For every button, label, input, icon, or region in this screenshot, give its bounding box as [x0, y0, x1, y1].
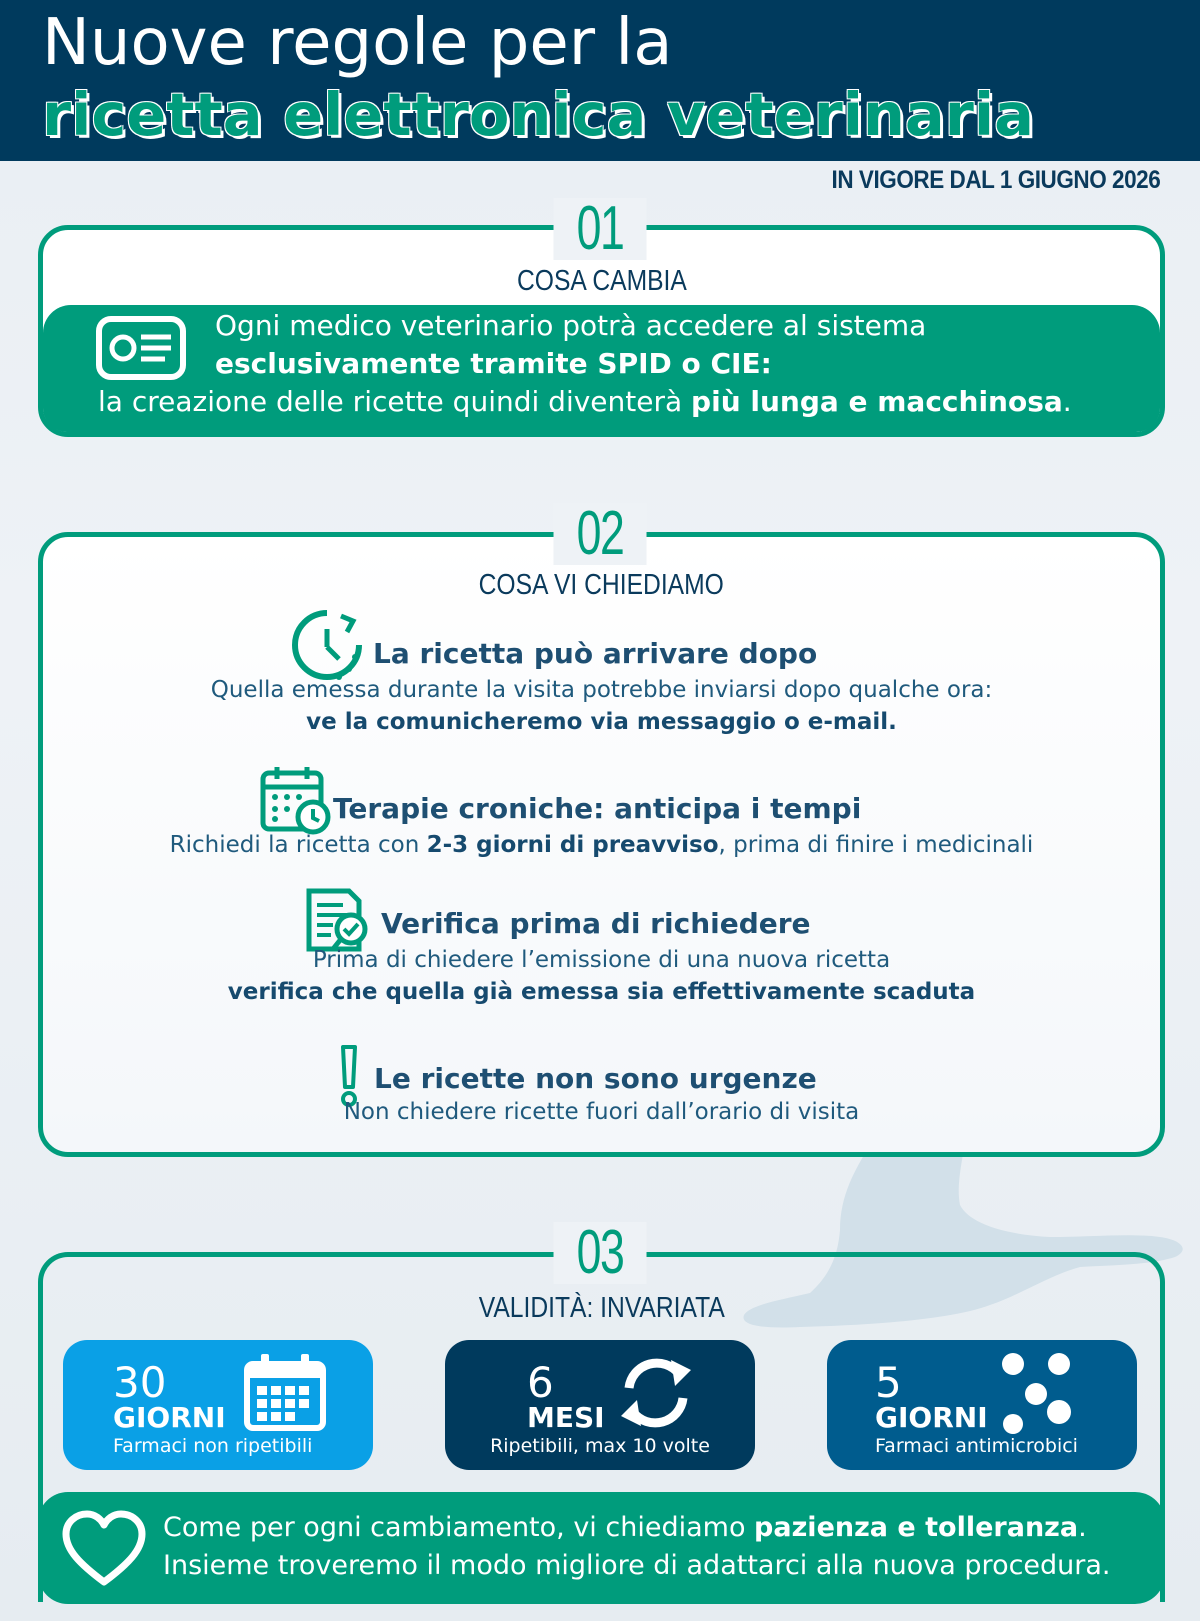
title-line-2: ricetta elettronica veterinaria	[42, 80, 1034, 149]
card-3-value: 5	[875, 1358, 902, 1407]
section-2-number: 02	[554, 503, 647, 565]
validity-card-6-months	[445, 1340, 755, 1470]
item-1-text-1: Quella emessa durante la visita potrebbe inviarsi dopo qualche ora:	[210, 677, 993, 703]
card-1-unit: GIORNI	[113, 1401, 226, 1434]
header-banner	[0, 0, 1200, 161]
section-1-line-3: la creazione delle ricette quindi diventerà più lunga e macchinosa.	[98, 385, 1072, 418]
calendar-icon	[243, 1352, 327, 1432]
footer-band	[38, 1492, 1165, 1604]
section-2-title: COSA VI CHIEDIAMO	[478, 569, 725, 601]
section-1-title: COSA CAMBIA	[516, 265, 687, 297]
dice-five-icon	[999, 1350, 1083, 1436]
item-4-text: Non chiedere ricette fuori dall’orario di visita	[343, 1099, 860, 1125]
section-1-number: 01	[554, 198, 647, 260]
card-1-desc: Farmaci non ripetibili	[113, 1435, 313, 1457]
card-1-value: 30	[113, 1358, 167, 1407]
card-2-unit: MESI	[527, 1401, 605, 1434]
document-check-icon	[303, 887, 375, 953]
section-1-line-2: esclusivamente tramite SPID o CIE:	[215, 347, 772, 380]
section-1-band	[43, 305, 1160, 432]
refresh-icon	[613, 1350, 699, 1436]
card-2-desc: Ripetibili, max 10 volte	[490, 1435, 710, 1457]
heart-icon	[60, 1510, 148, 1588]
item-4-heading: Le ricette non sono urgenze	[374, 1062, 817, 1095]
card-2-value: 6	[527, 1358, 554, 1407]
item-2-text: Richiedi la ricetta con 2-3 giorni di preavviso, prima di finire i medicinali	[169, 832, 1034, 858]
item-2-heading: Terapie croniche: anticipa i tempi	[333, 792, 862, 825]
title-line-1: Nuove regole per la	[42, 6, 673, 80]
footer-line-1: Come per ogni cambiamento, vi chiediamo pazienza e tolleranza.	[163, 1512, 1087, 1543]
card-3-desc: Farmaci antimicrobici	[875, 1435, 1078, 1457]
validity-card-5-days	[827, 1340, 1137, 1470]
footer-line-2: Insieme troveremo il modo migliore di adattarci alla nuova procedura.	[163, 1550, 1111, 1581]
section-what-we-ask	[38, 532, 1165, 1157]
validity-card-30-days	[63, 1340, 373, 1470]
effective-date: IN VIGORE DAL 1 GIUGNO 2026	[831, 166, 1160, 194]
clock-refresh-icon	[289, 607, 365, 683]
card-3-unit: GIORNI	[875, 1401, 988, 1434]
item-3-heading: Verifica prima di richiedere	[381, 907, 811, 940]
item-1-heading: La ricetta può arrivare dopo	[373, 637, 818, 670]
item-3-text-1: Prima di chiedere l’emissione di una nuova ricetta	[312, 947, 891, 973]
item-3-text-2: verifica che quella già emessa sia effettivamente scaduta	[227, 979, 976, 1005]
section-3-title: VALIDITÀ: INVARIATA	[478, 1292, 725, 1324]
id-card-icon	[95, 315, 187, 381]
calendar-clock-icon	[259, 765, 333, 835]
item-1-text-2: ve la comunicheremo via messaggio o e-mail.	[306, 709, 897, 735]
section-3-number: 03	[554, 1222, 647, 1284]
section-1-line-1: Ogni medico veterinario potrà accedere al sistema	[215, 309, 927, 342]
